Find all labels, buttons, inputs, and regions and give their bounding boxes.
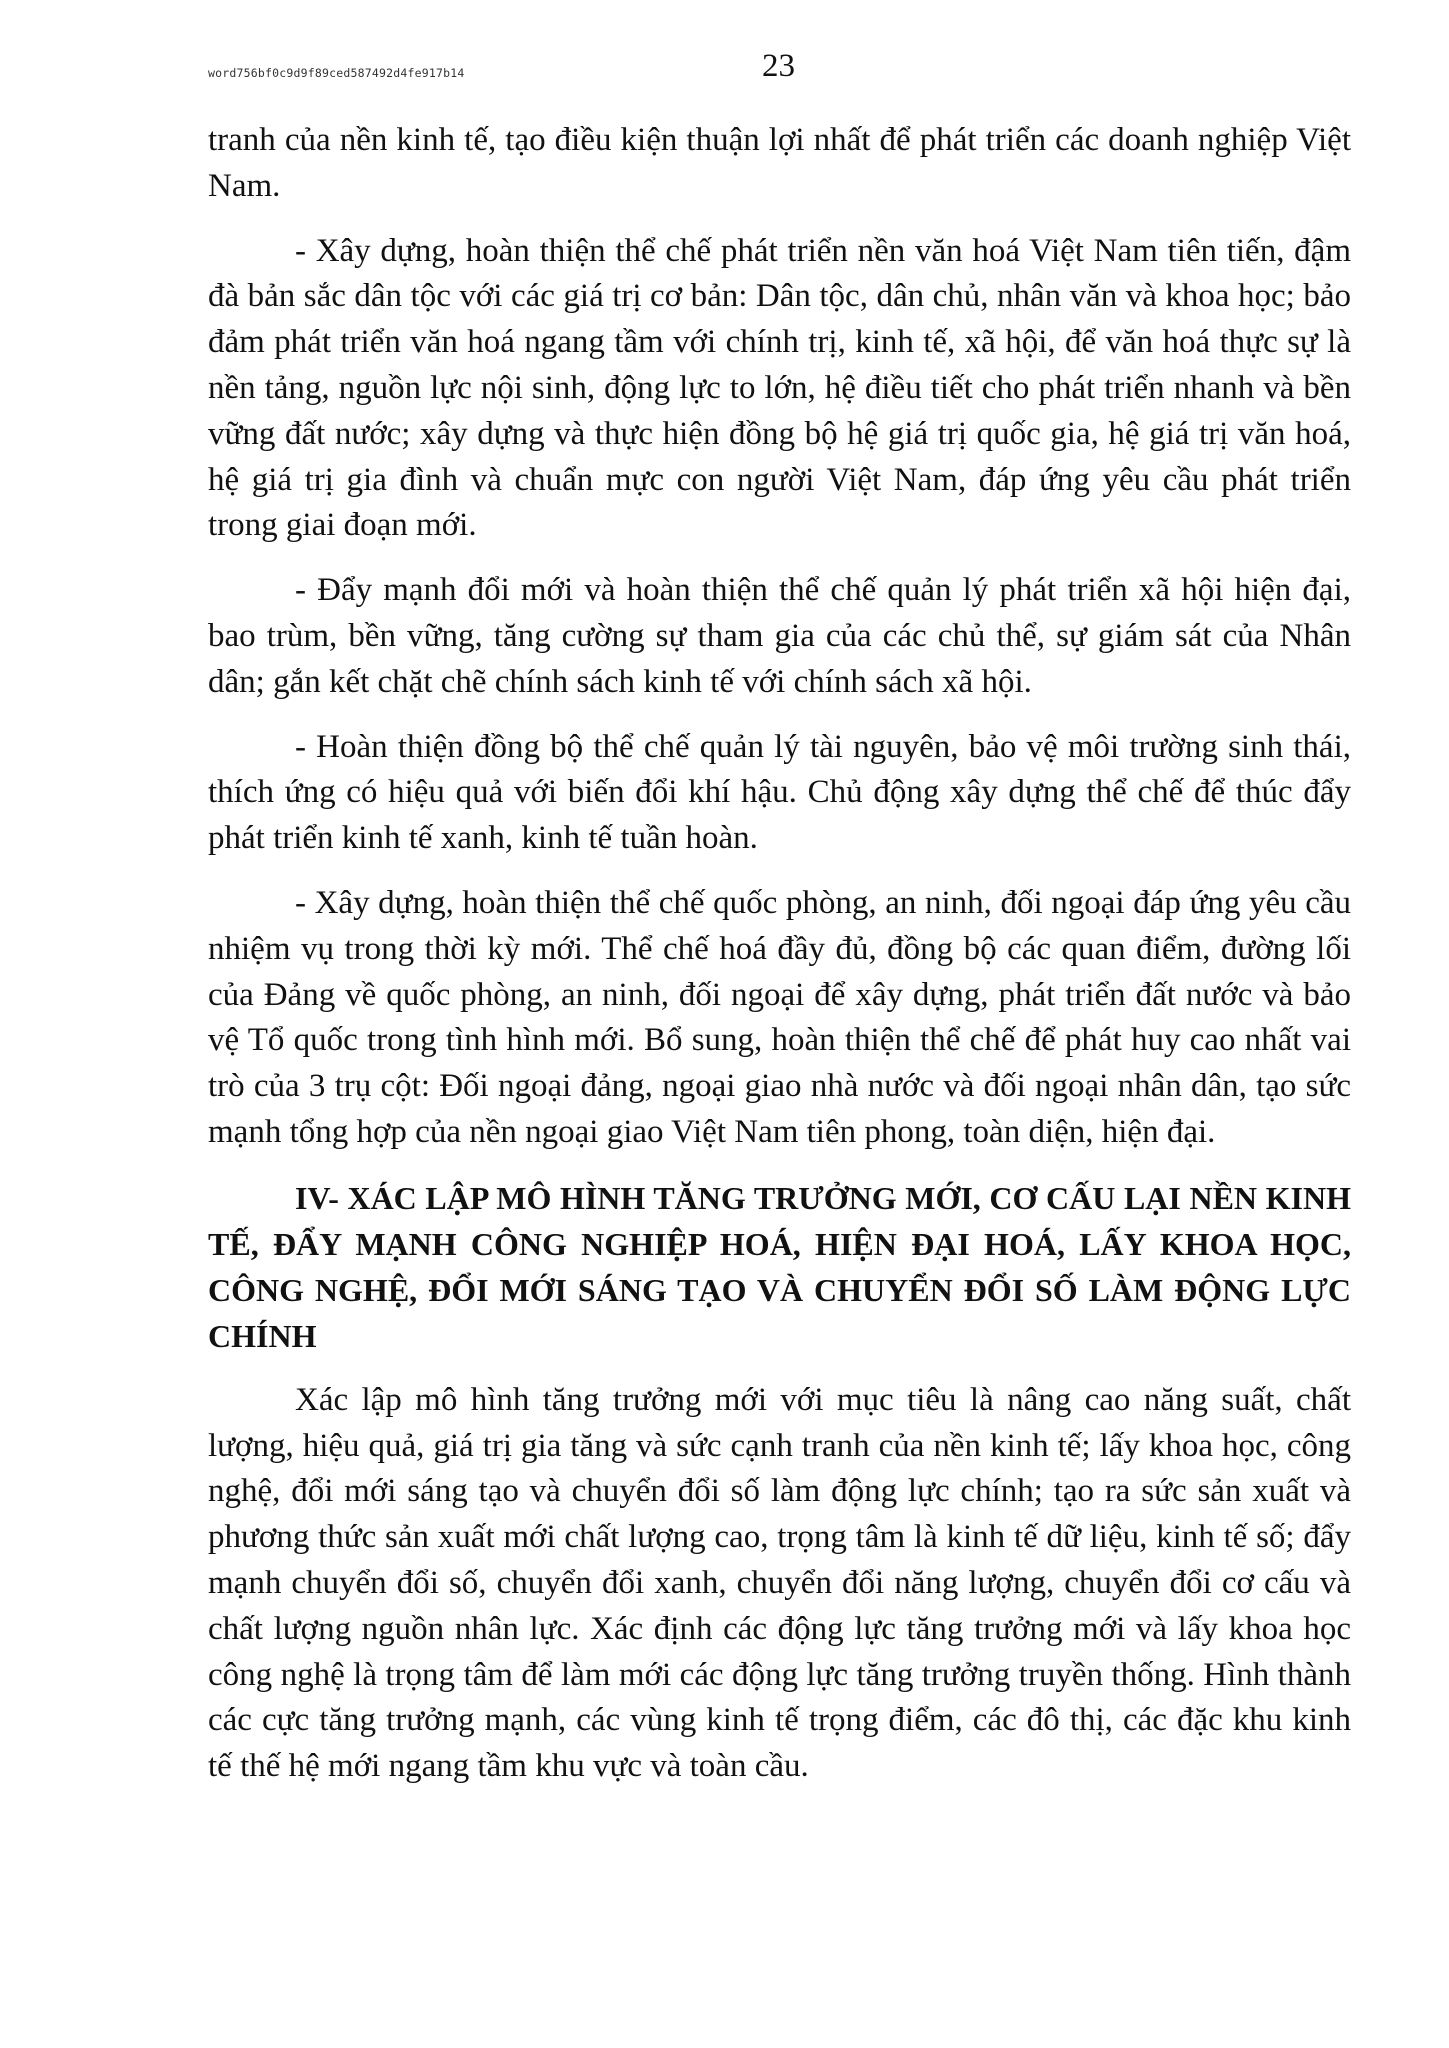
document-id: word756bf0c9d9f89ced587492d4fe917b14 [208, 66, 465, 80]
paragraph-continuation: tranh của nền kinh tế, tạo điều kiện thuận lợi nhất để phát triển các doanh nghiệp Việt Nam. [208, 122, 1351, 204]
paragraph-social-development: - Đẩy mạnh đổi mới và hoàn thiện thể chế quản lý phát triển xã hội hiện đại, bao trùm, bền vững, tăng cường sự tham gia của các chủ thể, sự giám sát của Nhân dân; gắn kết chặt chẽ chính sách kinh tế với chính sách xã hội. [208, 572, 1351, 700]
paragraph-culture-institutions: - Xây dựng, hoàn thiện thể chế phát triển nền văn hoá Việt Nam tiên tiến, đậm đà bản sắc dân tộc với các giá trị cơ bản: Dân tộc, dân chủ, nhân văn và khoa học; bảo đảm phát triển văn hoá ngang tầm với chính trị, kinh tế, xã hội, để văn hoá thực sự là nền tảng, nguồn lực nội sinh, động lực to lớn, hệ điều tiết cho phát triển nhanh và bền vững đất nước; xây dựng và thực hiện đồng bộ hệ giá trị quốc gia, hệ giá trị văn hoá, hệ giá trị gia đình và chuẩn mực con người Việt Nam, đáp ứng yêu cầu phát triển trong giai đoạn mới. [208, 232, 1351, 544]
section-heading-iv: IV- XÁC LẬP MÔ HÌNH TĂNG TRƯỞNG MỚI, CƠ CẤU LẠI NỀN KINH TẾ, ĐẨY MẠNH CÔNG NGHIỆP HOÁ, HIỆN ĐẠI HOÁ, LẤY KHOA HỌC, CÔNG NGHỆ, ĐỔI MỚI SÁNG TẠO VÀ CHUYỂN ĐỔI SỐ LÀM ĐỘNG LỰC CHÍNH [208, 1179, 1351, 1354]
page-number: 23 [762, 48, 795, 84]
paragraph-environment: - Hoàn thiện đồng bộ thể chế quản lý tài nguyên, bảo vệ môi trường sinh thái, thích ứng có hiệu quả với biến đổi khí hậu. Chủ động xây dựng thể chế để thúc đẩy phát triển kinh tế xanh, kinh tế tuần hoàn. [208, 728, 1351, 857]
page-body [208, 118, 1351, 1809]
paragraph-defense-foreign-affairs: - Xây dựng, hoàn thiện thể chế quốc phòng, an ninh, đối ngoại đáp ứng yêu cầu nhiệm vụ trong thời kỳ mới. Thể chế hoá đầy đủ, đồng bộ các quan điểm, đường lối của Đảng về quốc phòng, an ninh, đối ngoại để xây dựng, phát triển đất nước và bảo vệ Tổ quốc trong tình hình mới. Bổ sung, hoàn thiện thể chế để phát huy cao nhất vai trò của 3 trụ cột: Đối ngoại đảng, ngoại giao nhà nước và đối ngoại nhân dân, tạo sức mạnh tổng hợp của nền ngoại giao Việt Nam tiên phong, toàn diện, hiện đại. [208, 884, 1351, 1150]
paragraph-growth-model: Xác lập mô hình tăng trưởng mới với mục tiêu là nâng cao năng suất, chất lượng, hiệu quả, giá trị gia tăng và sức cạnh tranh của nền kinh tế; lấy khoa học, công nghệ, đổi mới sáng tạo và chuyển đổi số làm động lực chính; tạo ra sức sản xuất và phương thức sản xuất mới chất lượng cao, trọng tâm là kinh tế dữ liệu, kinh tế số; đẩy mạnh chuyển đổi số, chuyển đổi xanh, chuyển đổi năng lượng, chuyển đổi cơ cấu và chất lượng nguồn nhân lực. Xác định các động lực tăng trưởng mới và lấy khoa học công nghệ là trọng tâm để làm mới các động lực tăng trưởng truyền thống. Hình thành các cực tăng trưởng mạnh, các vùng kinh tế trọng điểm, các đô thị, các đặc khu kinh tế thế hệ mới ngang tầm khu vực và toàn cầu. [208, 1381, 1351, 1785]
